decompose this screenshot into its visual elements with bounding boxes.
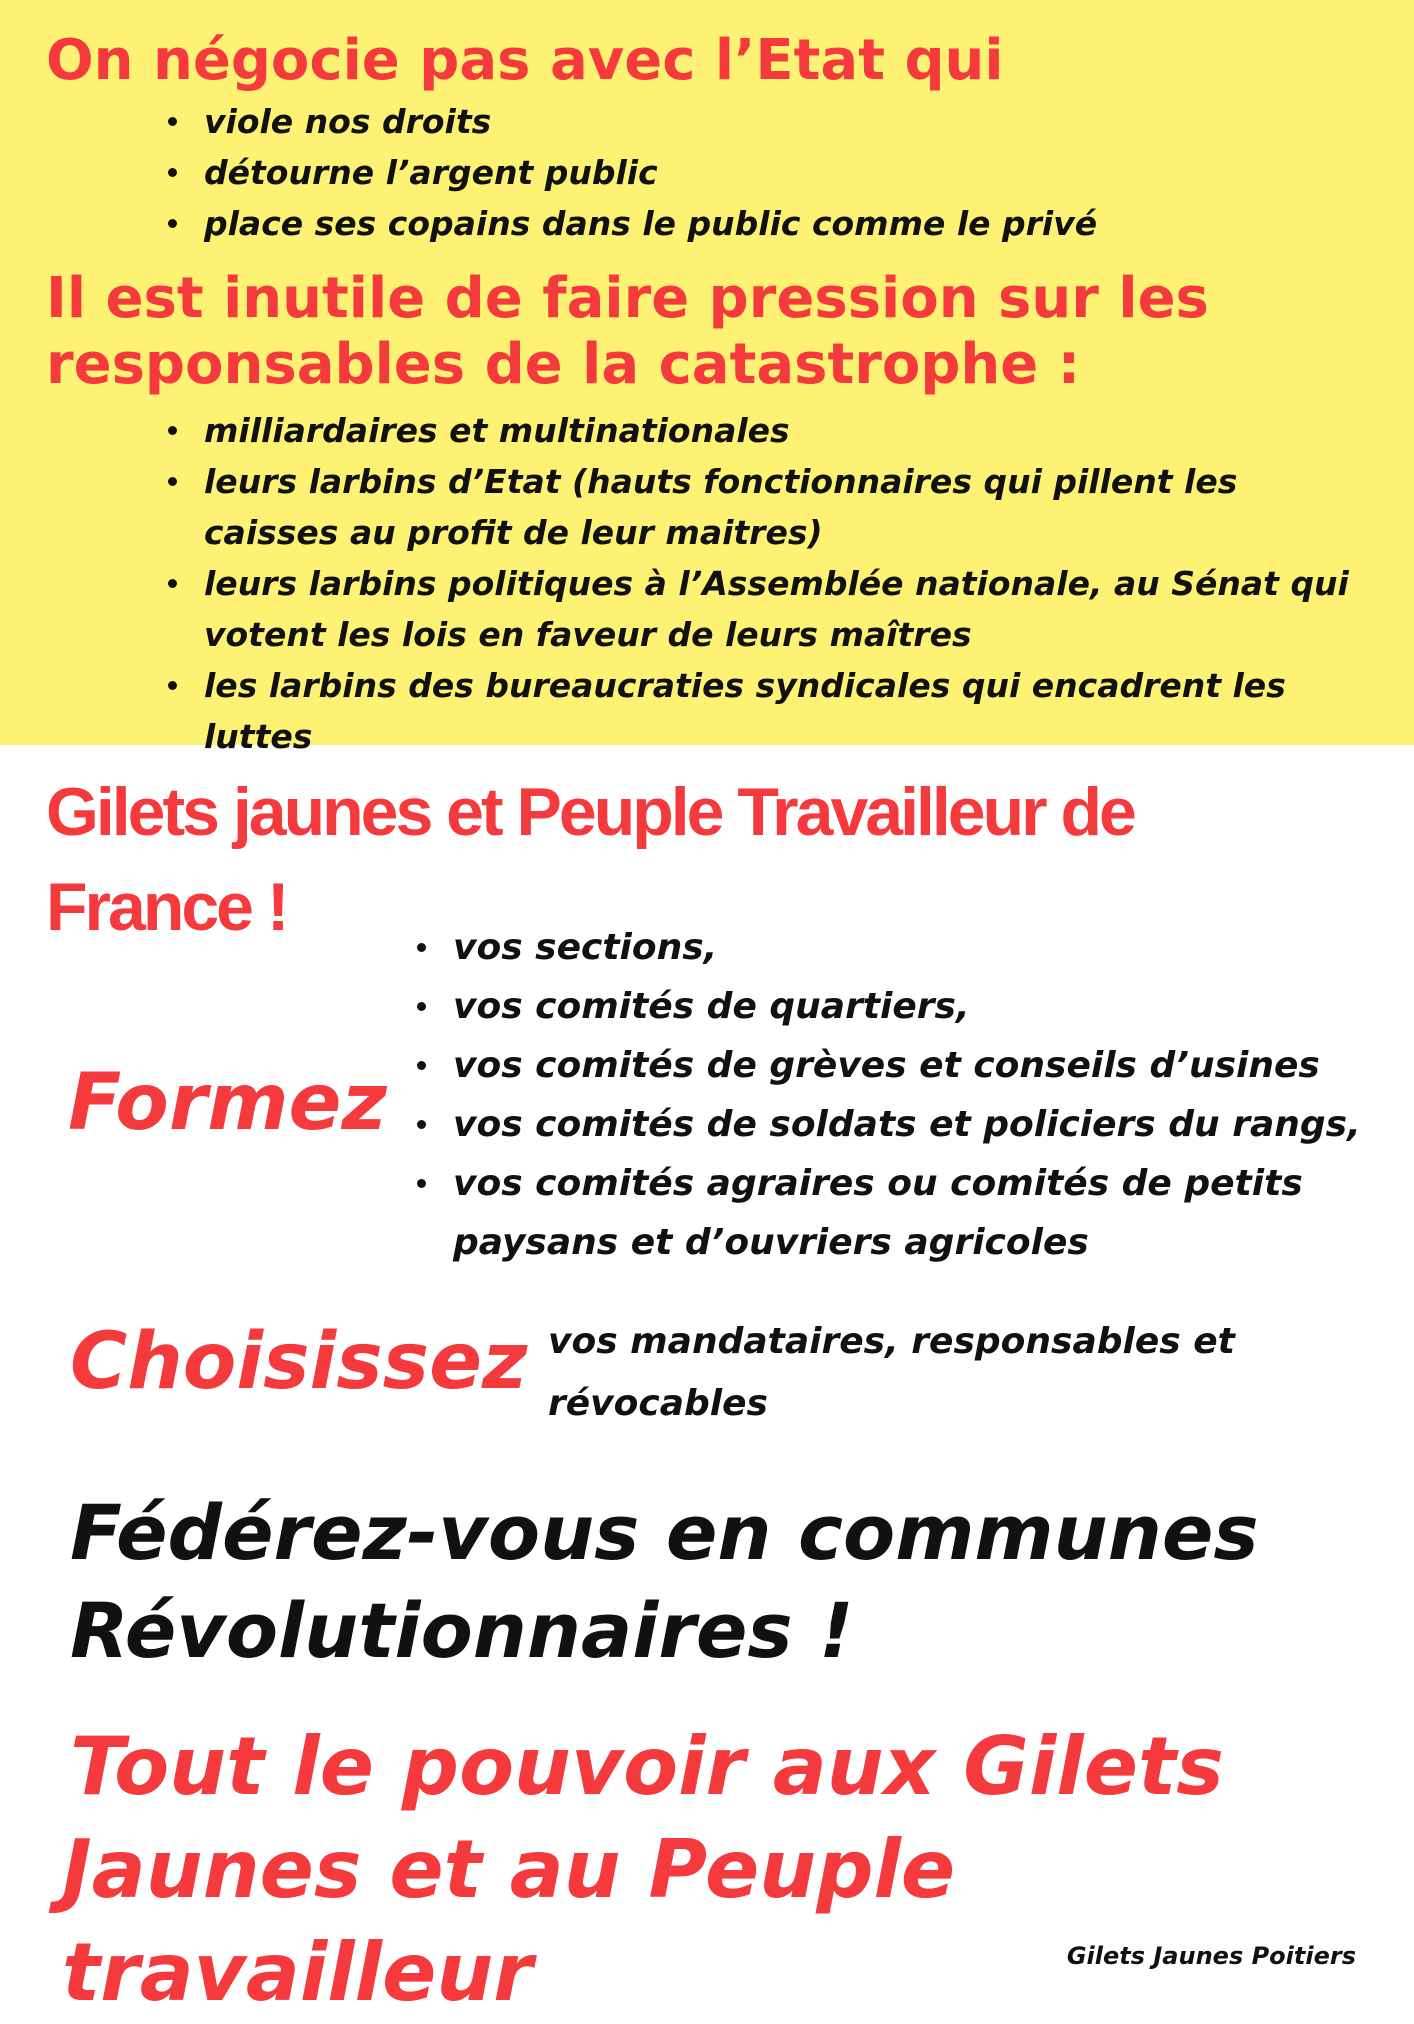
list-item: leurs larbins politiques à l’Assemblée nationale, au Sénat qui votent les lois en faveur de leurs maîtres [164,558,1364,660]
appeal-line1: Gilets jaunes et Peuple Travailleur de [46,774,1134,850]
list-item: milliardaires et multinationales [164,405,1364,456]
heading-negocie: On négocie pas avec l’Etat qui [46,28,1004,93]
signature: Gilets Jaunes Poitiers [1066,1942,1356,1970]
list-item: vos comités agraires ou comités de petits paysans et d’ouvriers agricoles [413,1154,1353,1272]
federez-line2: Révolutionnaires ! [70,1586,854,1675]
choisissez-text-line2: révocables [548,1383,768,1424]
verb-formez: Formez [68,1058,387,1148]
list-item: vos comités de quartiers, [413,977,1413,1036]
heading-inutile-line1: Il est inutile de faire pression sur les [46,266,1209,331]
federez-line1: Fédérez-vous en communes [70,1488,1259,1577]
list-state-actions [164,96,1314,249]
list-responsables [164,405,1364,762]
list-item: détourne l’argent public [164,147,1314,198]
list-item: les larbins des bureaucraties syndicales qui encadrent les luttes [164,660,1364,762]
list-item: place ses copains dans le public comme le privé [164,198,1314,249]
list-item: vos sections, [413,918,1413,977]
list-formez [413,918,1413,1272]
heading-inutile-line2: responsables de la catastrophe : [46,332,1081,397]
slogan-line2: Jaunes et au Peuple travailleur [62,1823,956,2019]
choisissez-text-line1: vos mandataires, responsables et [548,1321,1235,1362]
list-item: vos comités de grèves et conseils d’usines [413,1036,1413,1095]
list-item: leurs larbins d’Etat (hauts fonctionnaires qui pillent les caisses au profit de leur maitres) [164,456,1364,558]
list-item: viole nos droits [164,96,1314,147]
appeal-line2: France ! [46,869,287,945]
list-item: vos comités de soldats et policiers du rangs, [413,1095,1413,1154]
verb-choisissez: Choisissez [70,1317,528,1407]
slogan-line1: Tout le pouvoir aux Gilets [70,1720,1224,1813]
